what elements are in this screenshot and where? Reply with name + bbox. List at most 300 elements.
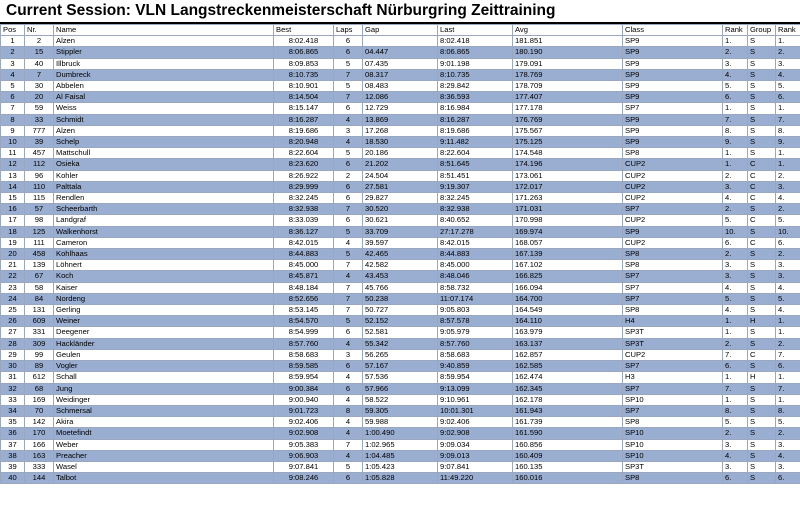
cell-group: S xyxy=(748,92,776,103)
cell-group: S xyxy=(748,439,776,450)
cell-name: Mattschull xyxy=(54,148,274,159)
table-row[interactable] xyxy=(1,125,800,136)
table-row[interactable] xyxy=(1,473,800,484)
cell-avg: 172.017 xyxy=(513,181,623,192)
cell-class: SP8 xyxy=(623,305,723,316)
cell-avg: 175.567 xyxy=(513,125,623,136)
cell-best: 8:48.184 xyxy=(274,282,334,293)
cell-pos: 20 xyxy=(1,249,25,260)
table-row[interactable] xyxy=(1,47,800,58)
cell-class-rank: 4. xyxy=(723,305,748,316)
cell-group-rank: 6. xyxy=(776,237,800,248)
cell-gap: 08.317 xyxy=(363,69,438,80)
cell-pos: 13 xyxy=(1,170,25,181)
cell-last: 8:16.984 xyxy=(438,103,513,114)
column-header-last[interactable]: Last xyxy=(438,25,513,36)
cell-avg: 162.585 xyxy=(513,361,623,372)
cell-nr: 331 xyxy=(25,327,54,338)
table-row[interactable] xyxy=(1,405,800,416)
cell-avg: 169.974 xyxy=(513,226,623,237)
cell-class: SP9 xyxy=(623,36,723,47)
cell-name: Abbelen xyxy=(54,81,274,92)
cell-last: 9:05.803 xyxy=(438,305,513,316)
cell-avg: 181.851 xyxy=(513,36,623,47)
table-row[interactable] xyxy=(1,159,800,170)
cell-class-rank: 6. xyxy=(723,361,748,372)
cell-name: Deegener xyxy=(54,327,274,338)
cell-group: S xyxy=(748,137,776,148)
cell-class: SP10 xyxy=(623,428,723,439)
cell-gap: 55.342 xyxy=(363,338,438,349)
cell-best: 8:45.000 xyxy=(274,260,334,271)
cell-avg: 160.409 xyxy=(513,450,623,461)
cell-gap: 52.581 xyxy=(363,327,438,338)
cell-group: H xyxy=(748,372,776,383)
cell-last: 8:48.046 xyxy=(438,271,513,282)
cell-best: 8:16.287 xyxy=(274,114,334,125)
cell-best: 8:06.865 xyxy=(274,47,334,58)
cell-last: 9:19.307 xyxy=(438,181,513,192)
cell-last: 8:32.938 xyxy=(438,204,513,215)
table-row[interactable] xyxy=(1,237,800,248)
cell-group: S xyxy=(748,282,776,293)
cell-last: 11:07.174 xyxy=(438,293,513,304)
cell-laps: 7 xyxy=(334,282,363,293)
cell-last: 8:45.000 xyxy=(438,260,513,271)
cell-pos: 29 xyxy=(1,349,25,360)
cell-class: SP9 xyxy=(623,47,723,58)
cell-gap: 50.238 xyxy=(363,293,438,304)
table-row[interactable] xyxy=(1,81,800,92)
cell-laps: 4 xyxy=(334,237,363,248)
table-row[interactable] xyxy=(1,103,800,114)
cell-best: 8:09.853 xyxy=(274,58,334,69)
cell-best: 8:36.127 xyxy=(274,226,334,237)
table-row[interactable] xyxy=(1,305,800,316)
cell-nr: 15 xyxy=(25,47,54,58)
cell-avg: 170.998 xyxy=(513,215,623,226)
cell-class-rank: 6. xyxy=(723,237,748,248)
cell-gap: 17.268 xyxy=(363,125,438,136)
cell-class-rank: 2. xyxy=(723,204,748,215)
cell-avg: 164.549 xyxy=(513,305,623,316)
cell-group-rank: 3. xyxy=(776,181,800,192)
cell-last: 9:09.013 xyxy=(438,450,513,461)
cell-class: SP9 xyxy=(623,125,723,136)
cell-last: 8:06.865 xyxy=(438,47,513,58)
table-row[interactable] xyxy=(1,383,800,394)
cell-pos: 6 xyxy=(1,92,25,103)
cell-pos: 1 xyxy=(1,36,25,47)
table-row[interactable] xyxy=(1,181,800,192)
cell-best: 8:57.760 xyxy=(274,338,334,349)
table-row[interactable] xyxy=(1,148,800,159)
cell-nr: 99 xyxy=(25,349,54,360)
table-row[interactable] xyxy=(1,69,800,80)
cell-nr: 163 xyxy=(25,450,54,461)
cell-laps: 6 xyxy=(334,361,363,372)
cell-laps: 4 xyxy=(334,428,363,439)
cell-class: SP8 xyxy=(623,473,723,484)
column-header-pos[interactable]: Pos xyxy=(1,25,25,36)
cell-avg: 161.943 xyxy=(513,405,623,416)
cell-last: 8:02.418 xyxy=(438,36,513,47)
cell-class-rank: 5. xyxy=(723,81,748,92)
cell-class-rank: 1. xyxy=(723,372,748,383)
cell-group-rank: 5. xyxy=(776,293,800,304)
cell-last: 11:49.220 xyxy=(438,473,513,484)
cell-pos: 40 xyxy=(1,473,25,484)
cell-best: 8:14.504 xyxy=(274,92,334,103)
cell-name: Cameron xyxy=(54,237,274,248)
cell-avg: 178.709 xyxy=(513,81,623,92)
cell-laps: 5 xyxy=(334,226,363,237)
column-header-best[interactable]: Best xyxy=(274,25,334,36)
cell-class-rank: 7. xyxy=(723,114,748,125)
cell-laps: 6 xyxy=(334,215,363,226)
cell-class-rank: 8. xyxy=(723,405,748,416)
cell-group-rank: 5. xyxy=(776,215,800,226)
cell-pos: 18 xyxy=(1,226,25,237)
cell-avg: 180.190 xyxy=(513,47,623,58)
table-row[interactable] xyxy=(1,394,800,405)
cell-class: SP3T xyxy=(623,461,723,472)
cell-group-rank: 1. xyxy=(776,372,800,383)
table-row[interactable] xyxy=(1,338,800,349)
cell-pos: 28 xyxy=(1,338,25,349)
cell-laps: 2 xyxy=(334,170,363,181)
column-header-nr[interactable]: Nr. xyxy=(25,25,54,36)
column-header-group[interactable]: Group xyxy=(748,25,776,36)
cell-best: 8:19.686 xyxy=(274,125,334,136)
cell-last: 9:02.406 xyxy=(438,417,513,428)
table-row[interactable] xyxy=(1,361,800,372)
cell-laps: 6 xyxy=(334,193,363,204)
cell-group: S xyxy=(748,249,776,260)
cell-pos: 17 xyxy=(1,215,25,226)
cell-nr: 112 xyxy=(25,159,54,170)
table-row[interactable] xyxy=(1,327,800,338)
cell-last: 8:32.245 xyxy=(438,193,513,204)
cell-avg: 166.094 xyxy=(513,282,623,293)
cell-name: Kaiser xyxy=(54,282,274,293)
cell-group-rank: 6. xyxy=(776,92,800,103)
column-header-class[interactable]: Class xyxy=(623,25,723,36)
cell-class-rank: 3. xyxy=(723,461,748,472)
cell-pos: 21 xyxy=(1,260,25,271)
cell-group: S xyxy=(748,405,776,416)
table-row[interactable] xyxy=(1,58,800,69)
cell-gap: 50.727 xyxy=(363,305,438,316)
cell-laps: 3 xyxy=(334,125,363,136)
cell-laps: 7 xyxy=(334,204,363,215)
table-row[interactable] xyxy=(1,260,800,271)
cell-class-rank: 1. xyxy=(723,36,748,47)
cell-best: 9:05.383 xyxy=(274,439,334,450)
cell-class-rank: 4. xyxy=(723,69,748,80)
table-row[interactable] xyxy=(1,282,800,293)
column-header-name[interactable]: Name xyxy=(54,25,274,36)
cell-last: 8:42.015 xyxy=(438,237,513,248)
cell-class: SP8 xyxy=(623,148,723,159)
cell-nr: 125 xyxy=(25,226,54,237)
cell-gap: 58.522 xyxy=(363,394,438,405)
cell-best: 8:22.604 xyxy=(274,148,334,159)
cell-class: SP9 xyxy=(623,114,723,125)
column-header-laps[interactable]: Laps xyxy=(334,25,363,36)
column-header-class-rank[interactable]: Rank xyxy=(723,25,748,36)
cell-class: SP7 xyxy=(623,293,723,304)
cell-nr: 142 xyxy=(25,417,54,428)
table-row[interactable] xyxy=(1,349,800,360)
cell-nr: 84 xyxy=(25,293,54,304)
cell-last: 9:11.482 xyxy=(438,137,513,148)
table-row[interactable] xyxy=(1,450,800,461)
cell-best: 8:42.015 xyxy=(274,237,334,248)
cell-pos: 35 xyxy=(1,417,25,428)
cell-laps: 6 xyxy=(334,181,363,192)
cell-group-rank: 1. xyxy=(776,148,800,159)
cell-laps: 4 xyxy=(334,114,363,125)
table-row[interactable] xyxy=(1,137,800,148)
cell-pos: 32 xyxy=(1,383,25,394)
cell-last: 9:13.099 xyxy=(438,383,513,394)
table-row[interactable] xyxy=(1,293,800,304)
column-header-group-rank[interactable]: Rank xyxy=(776,25,800,36)
cell-group: C xyxy=(748,193,776,204)
cell-name: Koch xyxy=(54,271,274,282)
cell-name: Illbruck xyxy=(54,58,274,69)
cell-group-rank: 1. xyxy=(776,316,800,327)
cell-best: 8:45.871 xyxy=(274,271,334,282)
cell-group: S xyxy=(748,204,776,215)
cell-laps: 5 xyxy=(334,316,363,327)
table-row[interactable] xyxy=(1,372,800,383)
cell-best: 8:26.922 xyxy=(274,170,334,181)
cell-group-rank: 1. xyxy=(776,36,800,47)
cell-class-rank: 6. xyxy=(723,92,748,103)
cell-group: S xyxy=(748,81,776,92)
cell-last: 9:09.034 xyxy=(438,439,513,450)
table-row[interactable] xyxy=(1,193,800,204)
cell-class-rank: 4. xyxy=(723,450,748,461)
cell-nr: 33 xyxy=(25,114,54,125)
cell-gap: 04.447 xyxy=(363,47,438,58)
cell-nr: 110 xyxy=(25,181,54,192)
cell-group-rank: 8. xyxy=(776,125,800,136)
cell-last: 8:51.645 xyxy=(438,159,513,170)
cell-class: CUP2 xyxy=(623,215,723,226)
table-row[interactable] xyxy=(1,428,800,439)
cell-last: 8:40.652 xyxy=(438,215,513,226)
cell-group-rank: 1. xyxy=(776,103,800,114)
cell-name: Osieka xyxy=(54,159,274,170)
cell-last: 8:16.287 xyxy=(438,114,513,125)
cell-avg: 162.474 xyxy=(513,372,623,383)
cell-nr: 68 xyxy=(25,383,54,394)
cell-avg: 162.857 xyxy=(513,349,623,360)
cell-class-rank: 3. xyxy=(723,271,748,282)
cell-group: C xyxy=(748,159,776,170)
cell-class: SP7 xyxy=(623,361,723,372)
cell-name: Dumbreck xyxy=(54,69,274,80)
cell-pos: 31 xyxy=(1,372,25,383)
cell-group-rank: 4. xyxy=(776,305,800,316)
table-row[interactable] xyxy=(1,249,800,260)
cell-class: SP8 xyxy=(623,417,723,428)
cell-gap: 07.435 xyxy=(363,58,438,69)
cell-best: 8:44.883 xyxy=(274,249,334,260)
cell-name: Walkenhorst xyxy=(54,226,274,237)
table-row[interactable] xyxy=(1,439,800,450)
cell-group: S xyxy=(748,114,776,125)
cell-gap: 33.709 xyxy=(363,226,438,237)
cell-group: S xyxy=(748,361,776,372)
cell-last: 9:40.859 xyxy=(438,361,513,372)
cell-class: CUP2 xyxy=(623,193,723,204)
cell-group-rank: 3. xyxy=(776,271,800,282)
column-header-gap[interactable]: Gap xyxy=(363,25,438,36)
cell-class-rank: 1. xyxy=(723,394,748,405)
cell-pos: 5 xyxy=(1,81,25,92)
cell-pos: 38 xyxy=(1,450,25,461)
cell-class: CUP2 xyxy=(623,159,723,170)
cell-last: 9:07.841 xyxy=(438,461,513,472)
cell-pos: 34 xyxy=(1,405,25,416)
cell-pos: 4 xyxy=(1,69,25,80)
cell-nr: 57 xyxy=(25,204,54,215)
cell-group-rank: 6. xyxy=(776,361,800,372)
table-row[interactable] xyxy=(1,204,800,215)
cell-group-rank: 4. xyxy=(776,193,800,204)
cell-group: S xyxy=(748,383,776,394)
cell-group: S xyxy=(748,417,776,428)
table-row[interactable] xyxy=(1,170,800,181)
cell-class-rank: 5. xyxy=(723,293,748,304)
cell-last: 8:58.683 xyxy=(438,349,513,360)
cell-laps: 7 xyxy=(334,69,363,80)
cell-class-rank: 4. xyxy=(723,193,748,204)
table-row[interactable] xyxy=(1,226,800,237)
cell-last: 8:10.735 xyxy=(438,69,513,80)
cell-group-rank: 6. xyxy=(776,473,800,484)
cell-pos: 37 xyxy=(1,439,25,450)
cell-avg: 179.091 xyxy=(513,58,623,69)
cell-nr: 169 xyxy=(25,394,54,405)
cell-name: Weiss xyxy=(54,103,274,114)
cell-class-rank: 4. xyxy=(723,282,748,293)
cell-best: 8:23.620 xyxy=(274,159,334,170)
cell-avg: 177.407 xyxy=(513,92,623,103)
cell-gap: 56.265 xyxy=(363,349,438,360)
cell-group-rank: 3. xyxy=(776,260,800,271)
cell-avg: 177.178 xyxy=(513,103,623,114)
cell-gap xyxy=(363,36,438,47)
cell-avg: 163.979 xyxy=(513,327,623,338)
cell-group: S xyxy=(748,305,776,316)
cell-group-rank: 1. xyxy=(776,394,800,405)
cell-last: 9:01.198 xyxy=(438,58,513,69)
cell-name: Preacher xyxy=(54,450,274,461)
cell-best: 8:15.147 xyxy=(274,103,334,114)
cell-avg: 161.590 xyxy=(513,428,623,439)
cell-laps: 7 xyxy=(334,305,363,316)
cell-best: 8:59.585 xyxy=(274,361,334,372)
cell-laps: 8 xyxy=(334,405,363,416)
cell-best: 8:53.145 xyxy=(274,305,334,316)
cell-laps: 3 xyxy=(334,349,363,360)
cell-laps: 4 xyxy=(334,372,363,383)
table-row[interactable] xyxy=(1,316,800,327)
cell-laps: 6 xyxy=(334,383,363,394)
table-row[interactable] xyxy=(1,461,800,472)
cell-group-rank: 7. xyxy=(776,383,800,394)
cell-avg: 160.016 xyxy=(513,473,623,484)
cell-avg: 178.769 xyxy=(513,69,623,80)
cell-class-rank: 1. xyxy=(723,159,748,170)
cell-pos: 15 xyxy=(1,193,25,204)
cell-name: Landgraf xyxy=(54,215,274,226)
cell-avg: 174.548 xyxy=(513,148,623,159)
cell-class-rank: 5. xyxy=(723,417,748,428)
cell-avg: 164.110 xyxy=(513,316,623,327)
cell-name: Weber xyxy=(54,439,274,450)
table-row[interactable] xyxy=(1,271,800,282)
cell-pos: 14 xyxy=(1,181,25,192)
cell-class: SP10 xyxy=(623,394,723,405)
cell-last: 8:58.732 xyxy=(438,282,513,293)
cell-nr: 333 xyxy=(25,461,54,472)
cell-nr: 111 xyxy=(25,237,54,248)
cell-nr: 777 xyxy=(25,125,54,136)
cell-group: C xyxy=(748,237,776,248)
cell-group: S xyxy=(748,69,776,80)
cell-group-rank: 1. xyxy=(776,159,800,170)
cell-best: 8:10.735 xyxy=(274,69,334,80)
cell-laps: 4 xyxy=(334,338,363,349)
cell-pos: 2 xyxy=(1,47,25,58)
cell-pos: 11 xyxy=(1,148,25,159)
cell-laps: 6 xyxy=(334,47,363,58)
cell-name: Alzen xyxy=(54,125,274,136)
cell-group: S xyxy=(748,47,776,58)
cell-name: Moetefindt xyxy=(54,428,274,439)
table-row[interactable] xyxy=(1,92,800,103)
table-row[interactable] xyxy=(1,114,800,125)
cell-avg: 168.057 xyxy=(513,237,623,248)
cell-last: 8:51.451 xyxy=(438,170,513,181)
cell-nr: 458 xyxy=(25,249,54,260)
cell-group: S xyxy=(748,293,776,304)
cell-group-rank: 5. xyxy=(776,81,800,92)
cell-best: 9:00.940 xyxy=(274,394,334,405)
table-row[interactable] xyxy=(1,215,800,226)
cell-pos: 10 xyxy=(1,137,25,148)
column-header-avg[interactable]: Avg xyxy=(513,25,623,36)
cell-group: S xyxy=(748,338,776,349)
cell-nr: 115 xyxy=(25,193,54,204)
cell-last: 8:22.604 xyxy=(438,148,513,159)
cell-class: H4 xyxy=(623,316,723,327)
cell-gap: 57.536 xyxy=(363,372,438,383)
table-row[interactable] xyxy=(1,36,800,47)
cell-class: SP3T xyxy=(623,327,723,338)
cell-gap: 30.520 xyxy=(363,204,438,215)
table-row[interactable] xyxy=(1,417,800,428)
cell-class-rank: 1. xyxy=(723,327,748,338)
cell-name: Palttala xyxy=(54,181,274,192)
cell-pos: 9 xyxy=(1,125,25,136)
